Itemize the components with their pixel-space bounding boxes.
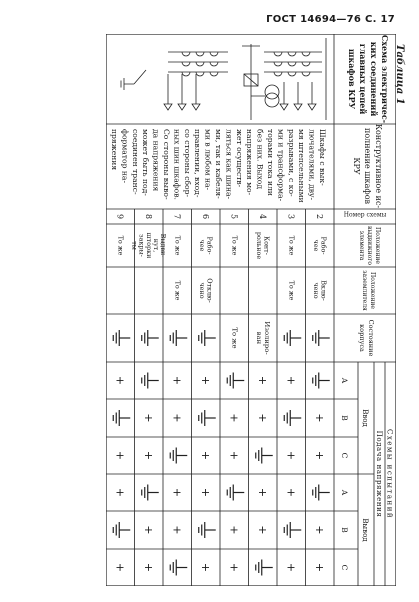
phase-label: B [340,527,349,533]
plus-sign: + [227,450,241,461]
table-row [255,209,277,586]
busbar-phase [168,52,322,56]
table-row [170,209,191,586]
plus-sign: + [170,525,184,535]
plus-sign: + [255,525,269,535]
plus-sign: + [198,562,212,573]
scheme-number: 7 [172,213,182,220]
table-row [113,209,134,586]
earth-symbol [142,485,159,501]
plus-sign: + [170,487,184,498]
circuit-diagram [121,38,326,120]
standards-table [106,34,396,586]
plus-sign: + [198,375,212,386]
plus-sign: + [284,450,298,461]
plus-sign: + [284,562,298,573]
table-caption: Таблица 1 [394,44,405,105]
plus-sign: + [170,413,184,423]
plus-sign: + [284,375,298,386]
plus-sign: + [227,562,241,573]
earth-symbol [284,522,301,538]
plus-sign: + [312,413,326,423]
phase-label: A [340,377,349,384]
element-position: Рабо-чее [312,236,328,255]
table-row [227,209,248,586]
plus-sign: + [141,413,155,423]
earth-symbol [142,330,159,346]
plus-sign: + [255,413,269,423]
table-row [130,209,167,586]
header-element-position: Положениевыдвижногоэлемента [358,225,381,266]
scheme-number: 9 [115,213,125,220]
element-position: То же [287,235,296,256]
element-position: То же [116,235,125,256]
element-position: То же [230,235,239,256]
header-design: Конструктивное ис-полнение шкафовКРУ [352,123,383,209]
plus-sign: + [113,562,127,573]
scheme-number: 8 [143,213,153,220]
earth-symbol [170,330,187,346]
earth-symbol [142,373,159,389]
phase-label: A [340,489,349,496]
plus-sign: + [255,487,269,498]
header-output: Вывод [361,518,369,542]
header-earthing-position: Положениезаземлителя [361,270,376,311]
plus-sign: + [312,450,326,461]
earth-symbol [227,485,244,501]
plus-sign: + [255,375,269,386]
element-position: Выдви-нут,шторкизакры-ты [130,232,168,259]
table-rows [113,209,330,586]
plus-sign: + [198,487,212,498]
plus-sign: + [227,413,241,423]
busbar-phase [168,62,322,66]
earth-symbol [256,560,273,576]
housing-state: То же [230,327,239,349]
header-input: Ввод [361,409,369,427]
plus-sign: + [113,450,127,461]
plus-sign: + [141,525,155,535]
earth-symbol [170,448,187,464]
table-row [312,214,330,572]
header-voltage-supply: Подача напряжения [375,430,383,518]
earthing-position: То же [173,280,182,301]
plus-sign: + [141,450,155,461]
earthing-position: Отклю-чено [198,278,214,303]
earthing-position: То же [287,280,296,301]
phase-label: B [340,415,349,421]
earth-symbol [199,522,216,538]
element-position: То же [173,235,182,256]
table-row [198,209,220,586]
table-row [284,209,305,586]
earth-symbol [170,560,187,576]
plus-sign: + [141,562,155,573]
plus-sign: + [170,375,184,386]
header-housing-state: Состояниекорпуса [358,319,375,357]
earth-symbol [313,330,330,346]
plus-sign: + [312,562,326,573]
earth-symbol [227,373,244,389]
housing-state: Изолиро-ван [254,321,271,355]
plus-sign: + [312,525,326,535]
scheme-number: 2 [314,213,324,220]
element-position: Конт-рольное [255,231,271,260]
page-header: ГОСТ 14694—76 С. 17 [266,14,395,25]
earth-symbol [199,330,216,346]
scheme-number: 4 [257,213,267,220]
design-description: Шкафы с вык-лючателями, дву-мя штепсельнымиразрывами, с ко-ми и трансформа-торами тока илибез них. Выходнапряжения мо-жет осуществ-ляться как шина-ми, так и кабеля-ми в любом на-правлении, вход-со стороны сбор-ных шин шкафов.Со стороны выво-да напряженияможет быть под-соединен транс-форматор на-пряжения [110,129,327,203]
earth-symbol [113,410,130,426]
earth-symbol [313,485,330,501]
plus-sign: + [113,487,127,498]
header-scheme-number: Номер схемы [343,211,387,219]
earth-symbol [284,330,301,346]
earth-symbol [256,448,273,464]
scheme-number: 6 [200,213,210,220]
header-scheme-diagram: Схема электричес-ких соединенийглавных цепейшкафов КРУ [347,34,390,124]
plus-sign: + [284,487,298,498]
plus-sign: + [113,375,127,386]
phase-label: C [340,452,349,459]
earth-symbol [284,410,301,426]
plus-sign: + [198,450,212,461]
earth-symbol [113,330,130,346]
earth-symbol [313,373,330,389]
scheme-number: 3 [286,213,296,220]
rotated-table [106,34,396,586]
element-position: Рабо-чее [198,236,214,255]
earth-symbol [113,522,130,538]
transformer-coil [265,93,279,107]
header-test-schemes: Схемы испытаний [385,428,394,520]
scheme-number: 5 [229,213,239,220]
earthing-position: Вклю-чено [312,280,328,301]
transformer-coil [265,85,279,99]
phase-label: C [340,564,349,571]
earth-symbol [199,410,216,426]
plus-sign: + [227,525,241,535]
